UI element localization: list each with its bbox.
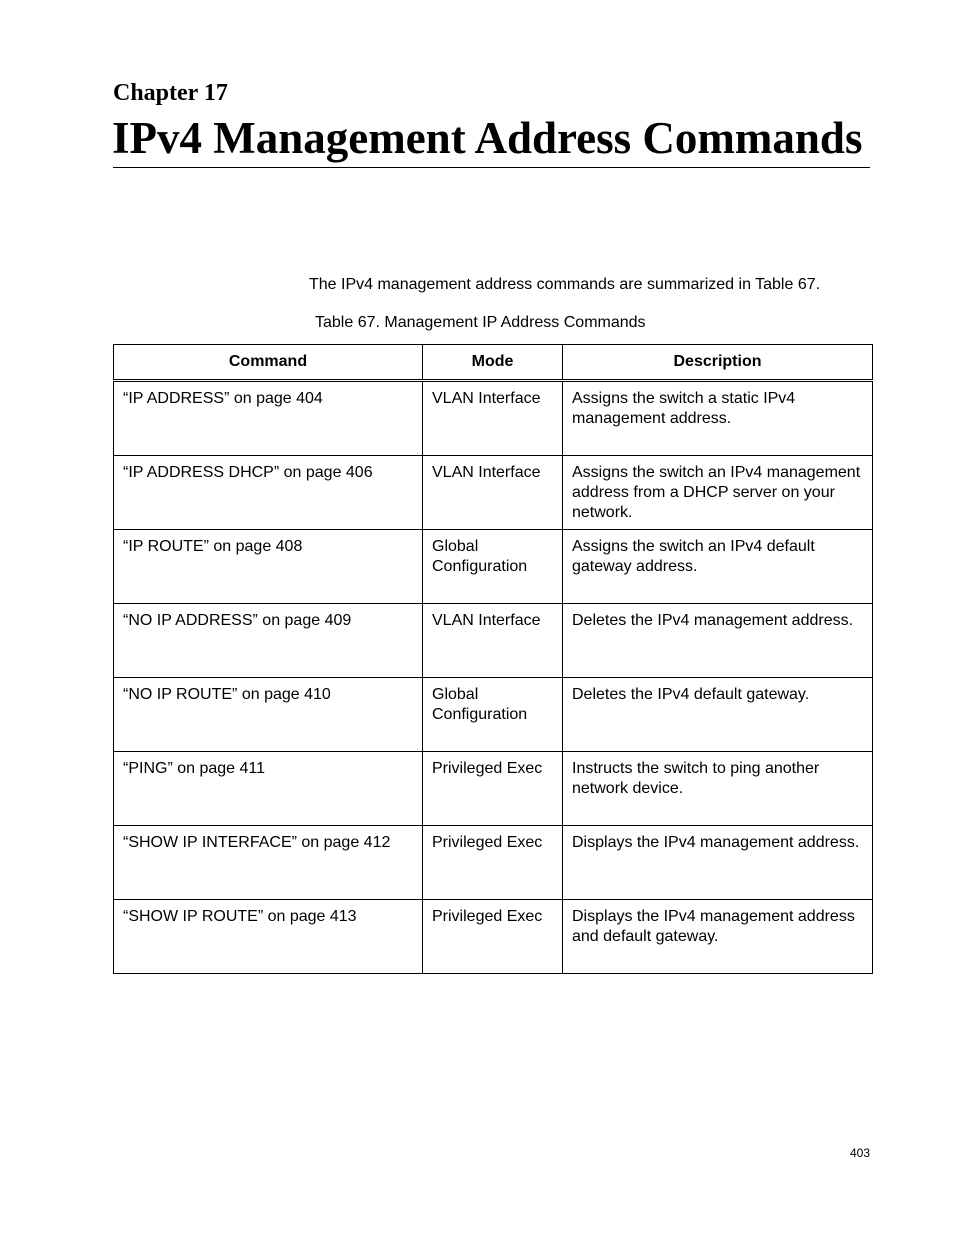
commands-table — [113, 344, 873, 974]
description-cell: Deletes the IPv4 management address. — [563, 604, 873, 678]
title-divider — [113, 167, 870, 168]
command-cell[interactable]: “IP ADDRESS” on page 404 — [114, 381, 423, 456]
command-cell[interactable]: “NO IP ROUTE” on page 410 — [114, 678, 423, 752]
table-caption: Table 67. Management IP Address Commands — [315, 314, 646, 331]
description-cell: Instructs the switch to ping another network device. — [563, 752, 873, 826]
mode-cell: Privileged Exec — [423, 900, 563, 974]
table-row — [114, 456, 873, 530]
mode-cell: Global Configuration — [423, 530, 563, 604]
table-row — [114, 530, 873, 604]
table-row — [114, 604, 873, 678]
command-cell[interactable]: “SHOW IP INTERFACE” on page 412 — [114, 826, 423, 900]
mode-cell: VLAN Interface — [423, 604, 563, 678]
description-cell: Deletes the IPv4 default gateway. — [563, 678, 873, 752]
command-cell[interactable]: “NO IP ADDRESS” on page 409 — [114, 604, 423, 678]
mode-cell: VLAN Interface — [423, 381, 563, 456]
command-cell[interactable]: “SHOW IP ROUTE” on page 413 — [114, 900, 423, 974]
description-cell: Displays the IPv4 management address. — [563, 826, 873, 900]
table-row — [114, 678, 873, 752]
description-cell: Displays the IPv4 management address and default gateway. — [563, 900, 873, 974]
column-header-command: Command — [114, 345, 423, 381]
chapter-label: Chapter 17 — [113, 80, 228, 106]
description-cell: Assigns the switch an IPv4 default gateway address. — [563, 530, 873, 604]
command-cell[interactable]: “IP ROUTE” on page 408 — [114, 530, 423, 604]
table-row — [114, 752, 873, 826]
mode-cell: Privileged Exec — [423, 752, 563, 826]
chapter-title: IPv4 Management Address Commands — [112, 113, 863, 163]
mode-cell: Privileged Exec — [423, 826, 563, 900]
column-header-description: Description — [563, 345, 873, 381]
mode-cell: VLAN Interface — [423, 456, 563, 530]
table-header-row — [114, 345, 873, 381]
command-cell[interactable]: “IP ADDRESS DHCP” on page 406 — [114, 456, 423, 530]
table-row — [114, 381, 873, 456]
description-cell: Assigns the switch an IPv4 management address from a DHCP server on your network. — [563, 456, 873, 530]
table-row — [114, 900, 873, 974]
intro-paragraph: The IPv4 management address commands are summarized in Table 67. — [309, 276, 821, 293]
page-number: 403 — [850, 1146, 871, 1160]
mode-cell: Global Configuration — [423, 678, 563, 752]
column-header-mode: Mode — [423, 345, 563, 381]
table-row — [114, 826, 873, 900]
command-cell[interactable]: “PING” on page 411 — [114, 752, 423, 826]
description-cell: Assigns the switch a static IPv4 management address. — [563, 381, 873, 456]
